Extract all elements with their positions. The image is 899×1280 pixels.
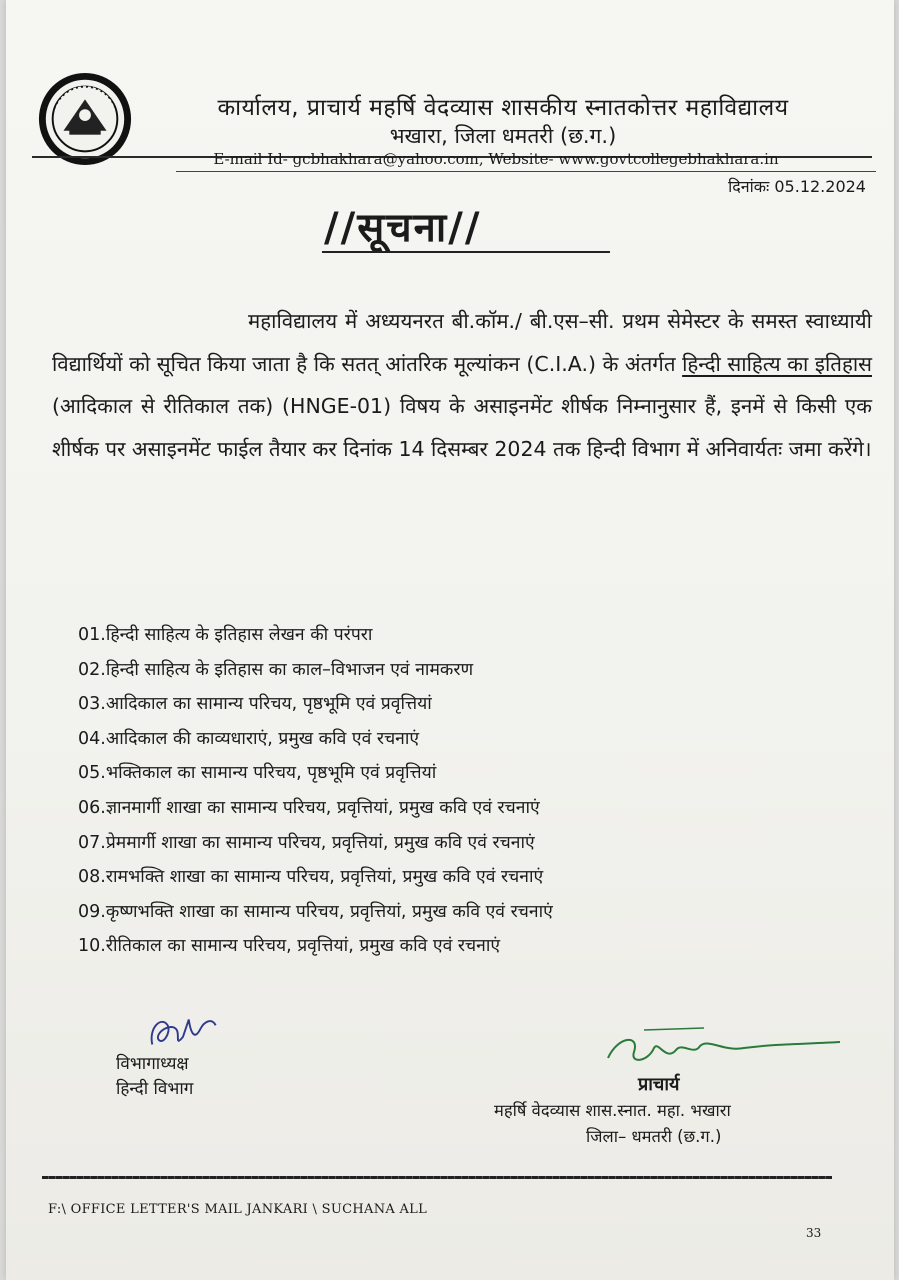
- document-page: [6, 0, 894, 1280]
- footer-divider: [42, 1176, 832, 1179]
- topic-item: 07.प्रेममार्गी शाखा का सामान्य परिचय, प्रवृत्तियां, प्रमुख कवि एवं रचनाएं: [78, 832, 535, 853]
- file-path: F:\ OFFICE LETTER'S MAIL JANKARI \ SUCHANA ALL: [48, 1202, 428, 1217]
- principal-title: प्राचार्य: [638, 1074, 680, 1095]
- notice-date: दिनांकः 05.12.2024: [728, 177, 866, 196]
- hod-designation: विभागाध्यक्ष: [116, 1054, 189, 1074]
- body-part-1: महाविद्यालय में अध्ययनरत बी.कॉम./ बी.एस–सी. प्रथम सेमेस्टर के समस्त स्वाध्यायी विद्यार्थियों को सूचित किया जाता है कि सतत् आंतरिक मूल्यांकन (C.I.A.) के अंतर्गत: [52, 309, 872, 376]
- topic-item: 04.आदिकाल की काव्यधाराएं, प्रमुख कवि एवं रचनाएं: [78, 728, 420, 749]
- body-part-2: (आदिकाल से रीतिकाल तक) (HNGE-01) विषय के असाइनमेंट शीर्षक निम्नानुसार हैं, इनमें से किसी एक शीर्षक पर असाइनमेंट फाईल तैयार कर दिनांक 14 दिसम्बर 2024 तक हिन्दी विभाग में अनिवार्यतः जमा करेंगे।: [52, 394, 872, 461]
- hod-department: हिन्दी विभाग: [116, 1079, 194, 1099]
- topic-item: 03.आदिकाल का सामान्य परिचय, पृष्ठभूमि एवं प्रवृत्तियां: [78, 694, 432, 715]
- principal-district: जिला– धमतरी (छ.ग.): [586, 1127, 722, 1146]
- topic-item: 02.हिन्दी साहित्य के इतिहास का काल–विभाजन एवं नामकरण: [78, 659, 474, 680]
- contact-line: E-mail Id- gcbhakhara@yahoo.com, Website- www.govtcollegebhakhara.in: [213, 150, 779, 168]
- subject-name: हिन्दी साहित्य का इतिहास: [682, 351, 872, 376]
- topic-item: 08.रामभक्ति शाखा का सामान्य परिचय, प्रवृत्तियां, प्रमुख कवि एवं रचनाएं: [78, 867, 544, 888]
- college-seal-icon: [36, 70, 134, 168]
- contact-divider: [176, 171, 876, 172]
- office-location: भखारा, जिला धमतरी (छ.ग.): [389, 124, 617, 148]
- notice-body: [52, 300, 872, 470]
- topic-item: 05.भक्तिकाल का सामान्य परिचय, पृष्ठभूमि एवं प्रवृत्तियां: [78, 763, 437, 784]
- assignment-topics: [78, 618, 838, 964]
- notice-title: //सूचना//: [324, 205, 482, 251]
- principal-signature-icon: [604, 1022, 844, 1078]
- hod-signature-block: [116, 1052, 193, 1102]
- office-heading: कार्यालय, प्राचार्य महर्षि वेदव्यास शासकीय स्नातकोत्तर महाविद्यालय: [217, 95, 789, 121]
- page-number: 33: [806, 1226, 822, 1240]
- topic-item: 01.हिन्दी साहित्य के इतिहास लेखन की परंपरा: [78, 625, 373, 645]
- title-underline: [322, 251, 610, 253]
- principal-college: महर्षि वेदव्यास शास.स्नात. महा. भखारा: [494, 1101, 731, 1120]
- topic-item: 06.ज्ञानमार्गी शाखा का सामान्य परिचय, प्रवृत्तियां, प्रमुख कवि एवं रचनाएं: [78, 797, 540, 818]
- topic-item: 09.कृष्णभक्ति शाखा का सामान्य परिचय, प्रवृत्तियां, प्रमुख कवि एवं रचनाएं: [78, 901, 553, 922]
- hod-signature-icon: [144, 1008, 222, 1056]
- topic-item: 10.रीतिकाल का सामान्य परिचय, प्रवृत्तियां, प्रमुख कवि एवं रचनाएं: [78, 936, 501, 957]
